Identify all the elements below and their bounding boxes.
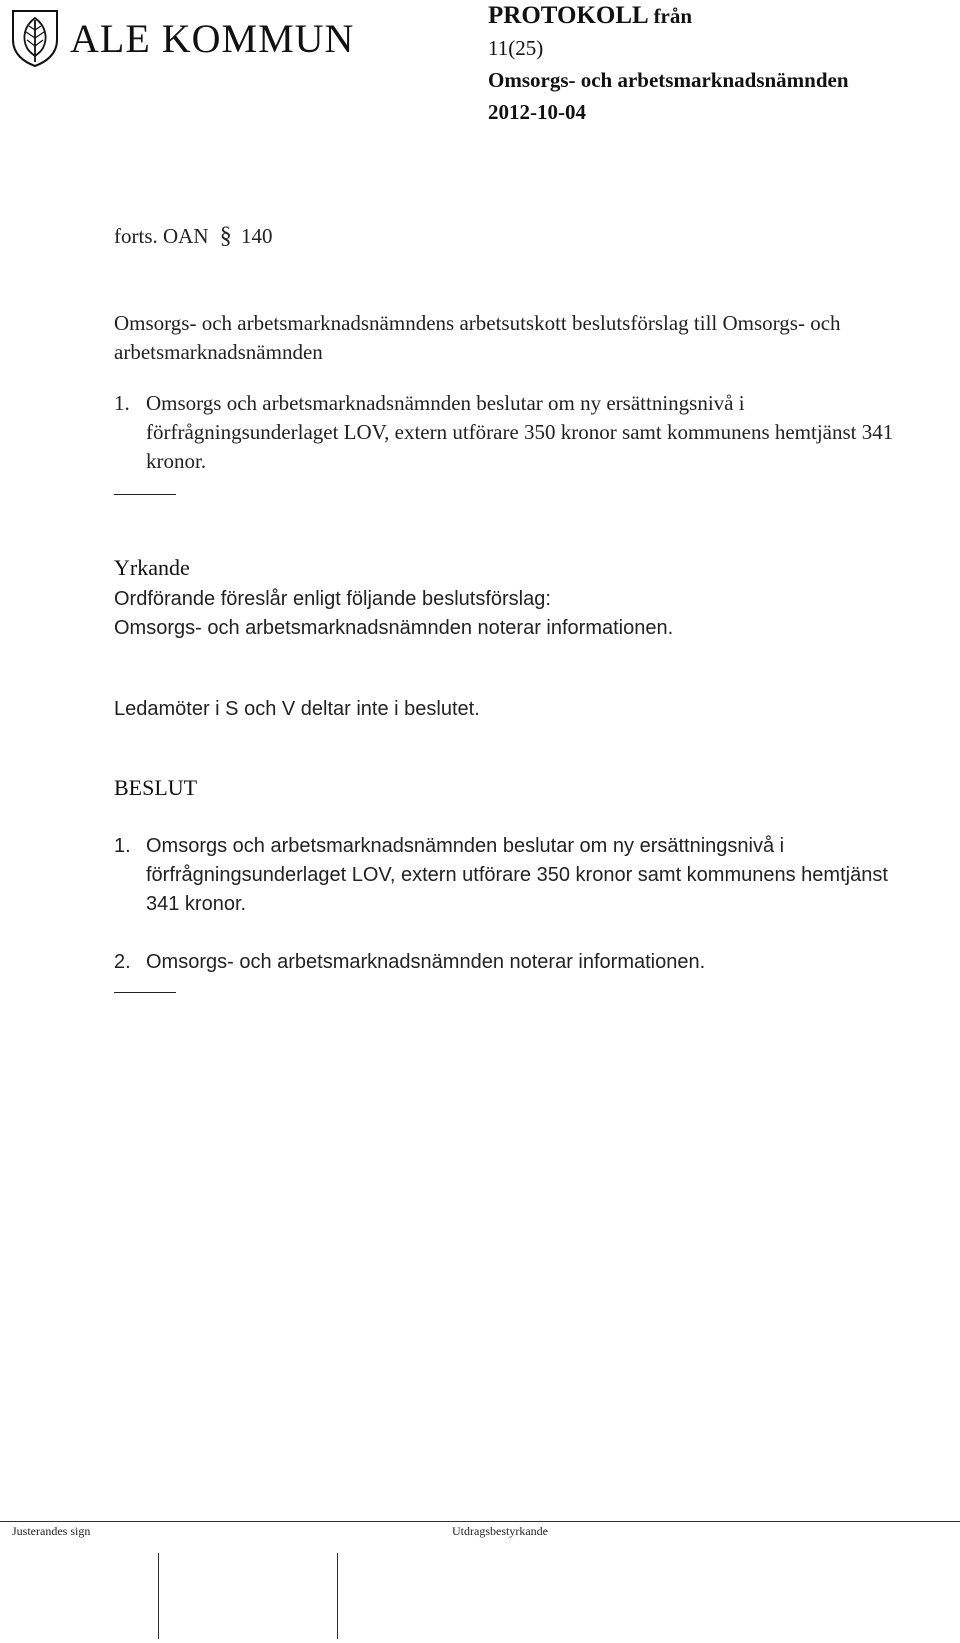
- section-number: 140: [241, 224, 273, 248]
- list-item-text: Omsorgs och arbetsmarknadsnämnden beslutar om ny ersättningsnivå i förfrågningsunderlaget LOV, extern utförare 350 kronor samt kommunens hemtjänst 341 kronor.: [146, 391, 894, 473]
- committee-name: Omsorgs- och arbetsmarknadsnämnden: [488, 68, 849, 92]
- justerandes-sign-label: Justerandes sign: [12, 1524, 91, 1538]
- yrkande-heading: Yrkande: [114, 555, 190, 580]
- yrkande-line-1: Ordförande föreslår enligt följande beslutsförslag:: [114, 588, 551, 610]
- document-title: [488, 0, 849, 32]
- title-suffix: från: [653, 4, 693, 28]
- list-item: [114, 832, 914, 919]
- separator-line: [114, 992, 176, 993]
- document-header: [488, 0, 849, 128]
- list-item: [114, 389, 914, 476]
- list-item: [114, 948, 914, 977]
- forts-text: forts. OAN: [114, 224, 209, 248]
- list-item-number: 1.: [114, 391, 130, 415]
- signature-divider: [337, 1553, 338, 1639]
- proposal-intro: Omsorgs- och arbetsmarknadsnämndens arbetsutskott beslutsförslag till Omsorgs- och arbetsmarknadsnämnden: [114, 311, 841, 364]
- list-item-text: Omsorgs och arbetsmarknadsnämnden beslutar om ny ersättningsnivå i förfrågningsunderlaget LOV, extern utförare 350 kronor samt kommunens hemtjänst 341 kronor.: [146, 835, 888, 915]
- list-item-number: 2.: [114, 951, 131, 973]
- beslut-list: [114, 832, 914, 977]
- list-item-text: Omsorgs- och arbetsmarknadsnämnden noterar informationen.: [146, 951, 706, 973]
- logo-text: ALE KOMMUN: [70, 15, 355, 61]
- section-symbol: §: [219, 223, 232, 249]
- ledamoter-note: Ledamöter i S och V deltar inte i beslutet.: [114, 698, 480, 720]
- page-count: 11(25): [488, 36, 544, 60]
- separator-line: [114, 494, 176, 495]
- section-reference: [114, 222, 273, 251]
- beslut-heading: BESLUT: [114, 775, 198, 800]
- signature-divider: [158, 1553, 159, 1639]
- proposal-list: [114, 389, 914, 476]
- municipality-logo: [10, 8, 354, 68]
- meeting-date: 2012-10-04: [488, 100, 586, 124]
- footer-rule: [0, 1521, 960, 1522]
- list-item-number: 1.: [114, 835, 131, 857]
- shield-leaf-icon: [10, 8, 60, 68]
- title-text: PROTOKOLL: [488, 2, 648, 29]
- utdragsbestyrkande-label: Utdragsbestyrkande: [452, 1524, 548, 1538]
- yrkande-line-2: Omsorgs- och arbetsmarknadsnämnden noterar informationen.: [114, 617, 674, 639]
